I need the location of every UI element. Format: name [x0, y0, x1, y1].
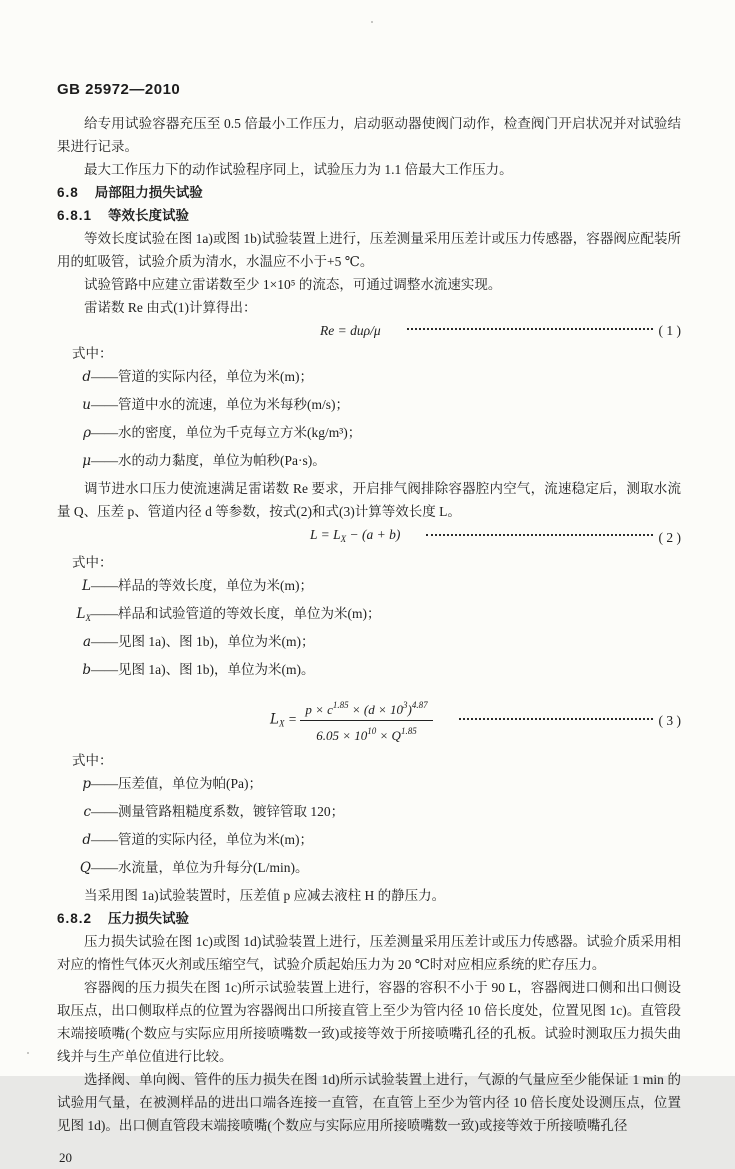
formula-1-expression: Re = duρ/μ	[320, 323, 381, 338]
definition-description: ——压差值，单位为帕(Pa)；	[91, 776, 262, 791]
paragraph-operation-test: 给专用试验容器充压至 0.5 倍最小工作压力，启动驱动器使阀门动作，检查阀门开启状况并对试验结果进行记录。	[57, 116, 681, 154]
definition-variable: u	[82, 397, 91, 413]
heading-number: 6.8.2	[57, 911, 93, 926]
heading-6-8-2	[57, 907, 681, 930]
definition-item-Lx	[57, 602, 681, 630]
fraction	[300, 695, 432, 746]
paragraph-static-pressure-note: 当采用图 1a)试验装置时，压差值 p 应减去液柱 H 的静压力。	[84, 888, 446, 903]
formula-1-number: ( 1 )	[658, 323, 681, 338]
where-clause: 式中：	[72, 753, 113, 768]
heading-number: 6.8	[57, 185, 79, 200]
definition-description: ——见图 1a)、图 1b)，单位为米(m)；	[91, 634, 315, 649]
definition-item-b	[57, 658, 681, 686]
formula-3-number: ( 3 )	[658, 713, 681, 728]
fraction-numerator: $p \times c^{1.85} \times (d \times 10^3)^{4.87}$	[300, 695, 432, 721]
formula-2-row	[57, 523, 681, 551]
definition-variable: Q	[79, 860, 91, 876]
definition-variable: p	[82, 776, 91, 792]
definition-description: ——样品的等效长度，单位为米(m)；	[91, 578, 313, 593]
dot-leader	[426, 534, 652, 536]
definition-variable: d	[82, 832, 91, 848]
where-clause: 式中：	[72, 555, 113, 570]
heading-title: 等效长度试验	[108, 208, 190, 223]
definition-item-a	[57, 630, 681, 658]
dot-leader	[459, 718, 653, 720]
definition-variable: d	[82, 369, 91, 385]
paragraph-selector-valve-loss: 选择阀、单向阀、管件的压力损失在图 1d)所示试验装置上进行，气源的气量应至少能保证 1 min 的试验用气量，在被测样品的进出口端各连接一直管，在直管上至少为管内径 10 倍长度处设测压点，位置见图 1d)。出口侧直管段末端接喷嘴(个数应与实际应用所接喷嘴数一致)或接等效于所接喷嘴孔径	[57, 1072, 681, 1133]
definition-item-rho	[57, 421, 681, 449]
definition-item-d	[57, 365, 681, 393]
heading-title: 局部阻力损失试验	[94, 185, 203, 200]
paragraph-reynolds-requirement: 试验管路中应建立雷诺数至少 1×10⁵ 的流态，可通过调整水流速实现。	[84, 277, 502, 292]
definition-variable: L	[82, 578, 91, 594]
heading-6-8	[57, 181, 681, 204]
definition-variable: b	[82, 662, 91, 678]
definition-description: ——管道中水的流速，单位为米每秒(m/s)；	[91, 397, 349, 412]
paragraph-equivalent-length-setup: 等效长度试验在图 1a)或图 1b)试验装置上进行，压差测量采用压差计或压力传感器，容器阀应配装所用的虹吸管，试验介质为清水，水温应不小于+5 ℃。	[57, 231, 681, 269]
page-content	[57, 78, 681, 1169]
formula-1-row	[57, 319, 681, 342]
definition-item-u	[57, 393, 681, 421]
definition-item-mu	[57, 449, 681, 477]
definition-item-Q	[57, 856, 681, 884]
heading-title: 压力损失试验	[108, 911, 190, 926]
formula-3-expression: $L_X$ = $\frac{p \times c^{1.85} \times (d \times 10^3)^{4.87}}{6.05 \times 10^{10} \times Q^{1.85}}$	[270, 695, 433, 746]
definition-variable: μ	[82, 453, 91, 469]
paragraph-container-valve-loss: 容器阀的压力损失在图 1c)所示试验装置上进行，容器的容积不小于 90 L，容器阀进口侧和出口侧设取压点，出口侧取样点的位置为容器阀出口所接直管上至少为管内径 10 倍长度处，位置见图 1c)。直管段末端接喷嘴(个数应与实际应用所接喷嘴数一致)或接等效于所接喷嘴孔径的孔板。试验时测取压力损失曲线并与生产单位值进行比较。	[57, 980, 681, 1064]
definition-description: ——管道的实际内径，单位为米(m)；	[91, 369, 313, 384]
formula-2-expression: $L = L_X - (a + b)$	[310, 527, 401, 544]
dot-leader	[407, 328, 653, 330]
heading-number: 6.8.1	[57, 208, 93, 223]
where-clause: 式中：	[72, 346, 113, 361]
formula-3-row	[57, 695, 681, 746]
paragraph-pressure-loss-setup: 压力损失试验在图 1c)或图 1d)试验装置上进行，压差测量采用压差计或压力传感器。试验介质采用相对应的惰性气体灭火剂或压缩空气，试验介质起始压力为 20 ℃时对应相应系统的贮存压力。	[57, 934, 681, 972]
definition-item-d2	[57, 828, 681, 856]
page-number: 20	[59, 1150, 72, 1165]
paragraph-measure-procedure: 调节进水口压力使流速满足雷诺数 Re 要求，开启排气阀排除容器腔内空气，流速稳定后，测取水流量 Q、压差 p、管道内径 d 等参数，按式(2)和式(3)计算等效长度 L。	[57, 481, 681, 519]
definition-item-L	[57, 574, 681, 602]
scan-speck	[27, 1052, 29, 1054]
formula-2-number: ( 2 )	[658, 529, 681, 545]
paragraph-reynolds-formula-intro: 雷诺数 Re 由式(1)计算得出：	[84, 300, 257, 315]
scan-speck	[371, 21, 373, 23]
definition-description: ——管道的实际内径，单位为米(m)；	[91, 832, 313, 847]
definition-description: ——见图 1a)、图 1b)，单位为米(m)。	[91, 662, 315, 677]
fraction-denominator: $6.05 \times 10^{10} \times Q^{1.85}$	[316, 726, 417, 743]
definition-variable: c	[83, 804, 91, 820]
definition-description: ——水的密度，单位为千克每立方米(kg/m³)；	[91, 425, 362, 440]
heading-6-8-1	[57, 204, 681, 227]
definition-description: ——水流量，单位为升每分(L/min)。	[91, 860, 309, 875]
definition-variable: ρ	[83, 425, 91, 441]
definition-variable: a	[82, 634, 91, 650]
definition-item-c	[57, 800, 681, 828]
definition-item-p	[57, 772, 681, 800]
paragraph-max-pressure-test: 最大工作压力下的动作试验程序同上，试验压力为 1.1 倍最大工作压力。	[84, 162, 513, 177]
definition-description: ——样品和试验管道的等效长度，单位为米(m)；	[91, 606, 381, 621]
definition-description: ——水的动力黏度，单位为帕秒(Pa·s)。	[91, 453, 326, 468]
definition-description: ——测量管路粗糙度系数，镀锌管取 120；	[91, 804, 345, 819]
standard-number-header: GB 25972—2010	[57, 81, 181, 98]
definition-variable: $L_X$	[76, 606, 91, 623]
